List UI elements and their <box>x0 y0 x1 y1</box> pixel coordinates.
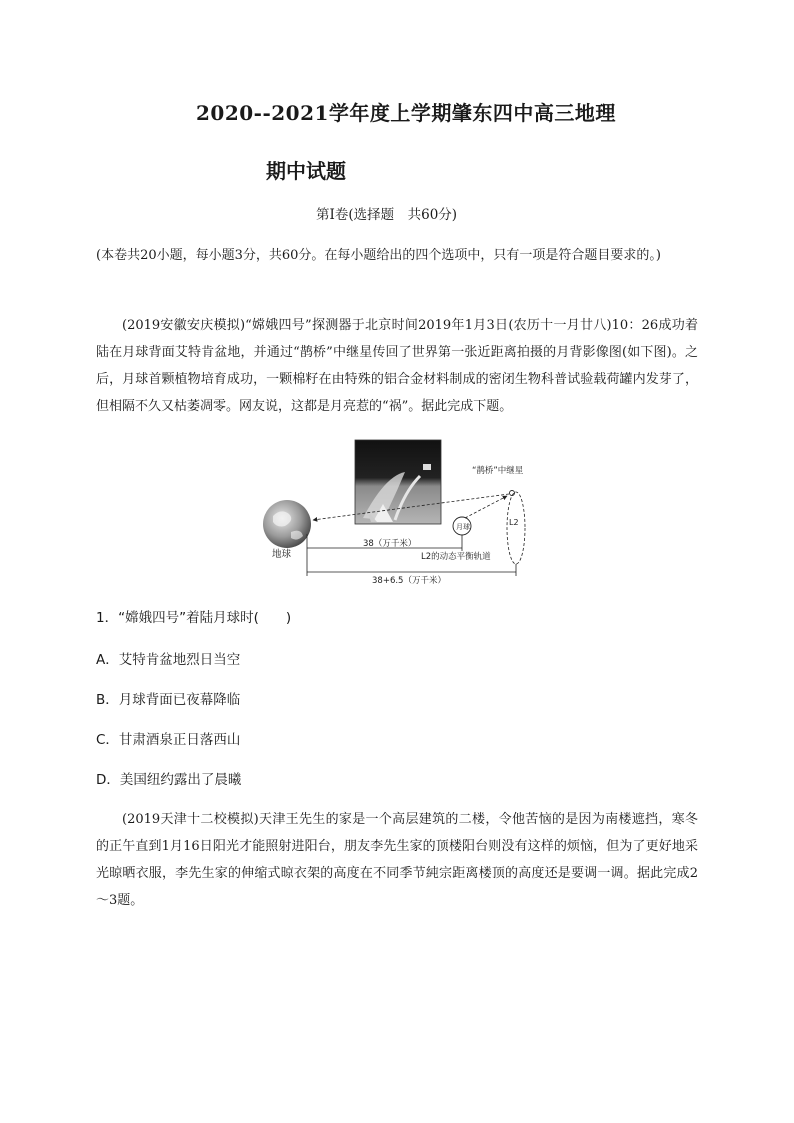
l2-orbit <box>507 492 525 564</box>
orbit-label: L2的动态平衡轨道 <box>421 552 491 562</box>
lunar-far-side-photo <box>355 440 441 524</box>
distance-moon-label: 38（万千米） <box>363 539 417 549</box>
question-1-stem: 1．“嫦娥四号”着陆月球时( ) <box>96 610 292 626</box>
option-a[interactable]: A．艾特肯盆地烈日当空 <box>96 652 241 668</box>
relay-satellite-marker <box>510 491 515 496</box>
option-d[interactable]: D．美国纽约露出了晨曦 <box>96 772 242 788</box>
lunar-relay-figure <box>255 436 555 586</box>
option-b[interactable]: B．月球背面已夜幕降临 <box>96 692 241 708</box>
relay-label: “鹊桥”中继星 <box>472 466 524 476</box>
signal-to-relay <box>465 496 507 518</box>
l2-label: L2 <box>509 518 519 527</box>
passage-tianjin: (2019天津十二校模拟)天津王先生的家是一个高层建筑的二楼，令他苦恼的是因为南楼遮挡，寒冬的正午直到1月16日阳光才能照射进阳台，朋友李先生家的顶楼阳台则没有这样的烦恼，但为了更好地采光晾晒衣服，李先生家的伸缩式晾衣架的高度在不同季节純宗距离楼顶的高度还是要调一调。据此完成2～3题。 <box>96 812 698 908</box>
exam-subtitle: 期中试题 <box>266 159 346 183</box>
distance-l2-label: 38+6.5（万千米） <box>372 576 446 586</box>
passage-chang-e: (2019安徽安庆模拟)“嫦娥四号”探测器于北京时间2019年1月3日(农历十一月廿八)10：26成功着陆在月球背面艾特肯盆地，并通过“鹊桥”中继星传回了世界第一张近距离拍摄的月背影像图(如下图)。之后，月球首颗植物培育成功，一颗棉籽在由特殊的铝合金材料制成的密闭生物科普试验载荷罐内发芽了，但相隔不久又枯萎凋零。网友说，这都是月亮惹的“祸”。据此完成下题。 <box>96 318 698 414</box>
section-instructions: (本卷共20小题，每小题3分，共60分。在每小题给出的四个选项中，只有一项是符合题目要求的。) <box>96 248 661 263</box>
earth-label: 地球 <box>272 549 292 560</box>
option-c[interactable]: C．甘肃酒泉正日落西山 <box>96 732 241 748</box>
earth-globe <box>263 500 311 548</box>
moon-label: 月球 <box>456 523 470 531</box>
section-title: 第Ⅰ卷(选择题 共60分) <box>316 207 458 223</box>
exam-title: 2020--2021学年度上学期肇东四中高三地理 <box>196 101 616 125</box>
